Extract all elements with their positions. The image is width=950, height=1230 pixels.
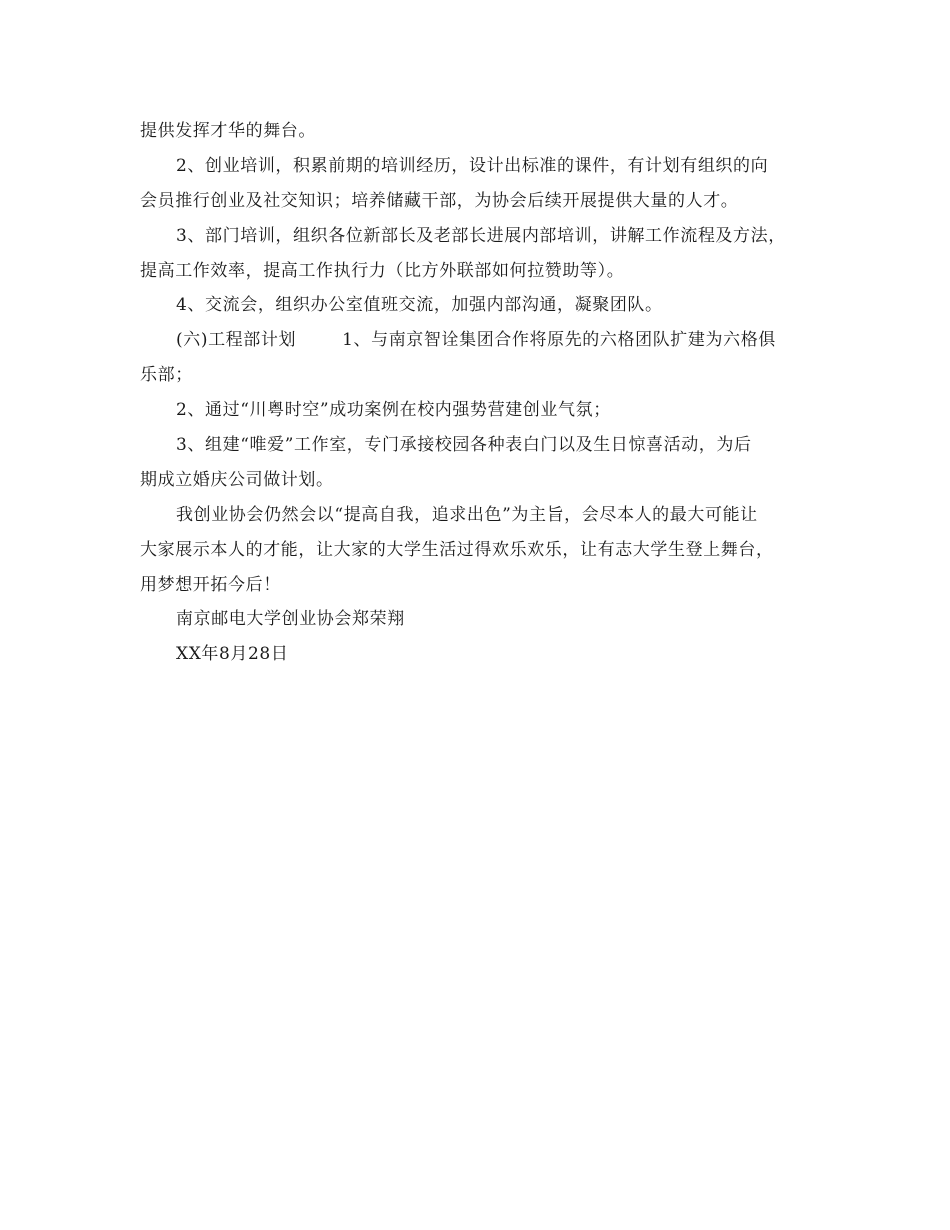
text-line: 乐部； bbox=[140, 365, 193, 386]
text-line: 提供发挥才华的舞台。 bbox=[140, 121, 316, 141]
text-line: 提高工作效率，提高工作执行力（比方外联部如何拉赞助等）。 bbox=[140, 260, 625, 281]
text-line: 2、创业培训，积累前期的培训经历，设计出标准的课件，有计划有组织的向 bbox=[176, 155, 769, 176]
text-line: 用梦想开拓今后！ bbox=[140, 574, 281, 595]
signature-line: 南京邮电大学创业协会郑荣翔 bbox=[176, 609, 405, 630]
text-line: 会员推行创业及社交知识；培养储藏干部，为协会后续开展提供大量的人才。 bbox=[140, 190, 739, 211]
document-body bbox=[140, 114, 820, 672]
text-line: 我创业协会仍然会以“提高自我，追求出色”为主旨，会尽本人的最大可能让 bbox=[176, 504, 758, 525]
text-line: 2、通过“川粤时空”成功案例在校内强势营建创业气氛； bbox=[176, 400, 611, 421]
text-line: 大家展示本人的才能，让大家的大学生活过得欢乐欢乐，让有志大学生登上舞台， bbox=[140, 539, 774, 560]
text-line: 3、组建“唯爱”工作室，专门承接校园各种表白门以及生日惊喜活动，为后 bbox=[176, 435, 752, 456]
section-heading: (六)工程部计划 bbox=[176, 330, 297, 351]
text-line: 期成立婚庆公司做计划。 bbox=[140, 469, 334, 490]
text-line: 4、交流会，组织办公室值班交流，加强内部沟通，凝聚团队。 bbox=[176, 295, 663, 316]
section-item: 1、与南京智诠集团合作将原先的六格团队扩建为六格俱 bbox=[342, 330, 776, 351]
text-line: 3、部门培训，组织各位新部长及老部长进展内部培训，讲解工作流程及方法， bbox=[176, 225, 786, 246]
date-line: XX年8月28日 bbox=[176, 644, 289, 665]
text-line bbox=[140, 323, 820, 358]
